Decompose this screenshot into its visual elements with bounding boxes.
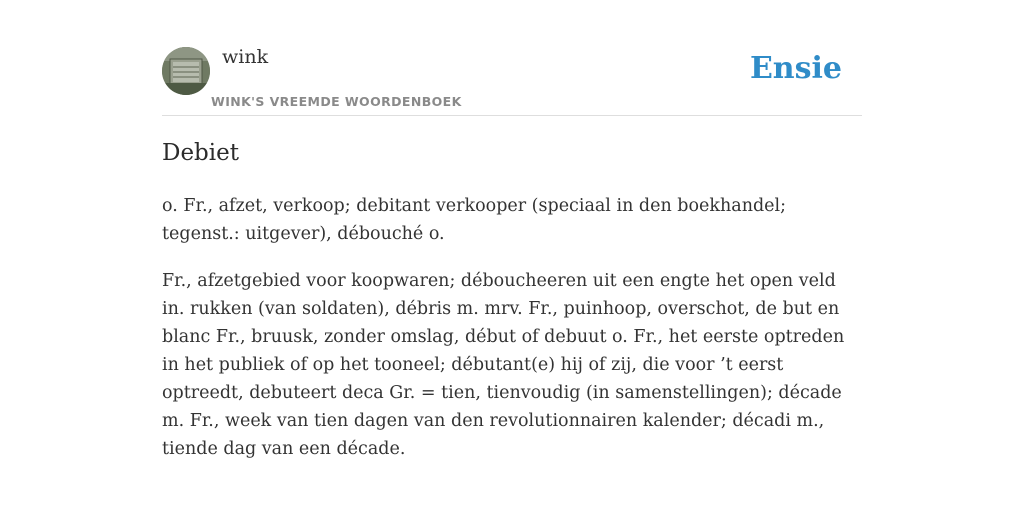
- avatar-image: [162, 47, 210, 95]
- definition-paragraph: Fr., afzetgebied voor koopwaren; déboucheeren uit een engte het open veld in. rukken (van soldaten), débris m. mrv. Fr., puinhoop, overschot, de but en blanc Fr., bruusk, zonder omslag, début of debuut o. Fr., het eerste optreden in het publiek of op het tooneel; débutant(e) hij of zij, die voor ’t eerst optreedt, debuteert deca Gr. = tien, tienvoudig (in samenstellingen); décade m. Fr., week van tien dagen van den revolutionnairen kalender; décadi m., tiende dag van een décade.: [162, 271, 845, 459]
- avatar[interactable]: [162, 47, 210, 95]
- dictionary-subtitle[interactable]: WINK'S VREEMDE WOORDENBOEK: [211, 94, 462, 109]
- author-name[interactable]: wink: [222, 46, 269, 68]
- entry-title: Debiet: [162, 140, 239, 166]
- header: [162, 0, 862, 116]
- ensie-logo-link[interactable]: Ensie: [749, 51, 842, 86]
- definition-paragraph: o. Fr., afzet, verkoop; debitant verkooper (speciaal in den boekhandel; tegenst.: uitgever), débouché o.: [162, 196, 787, 244]
- page: [162, 0, 862, 459]
